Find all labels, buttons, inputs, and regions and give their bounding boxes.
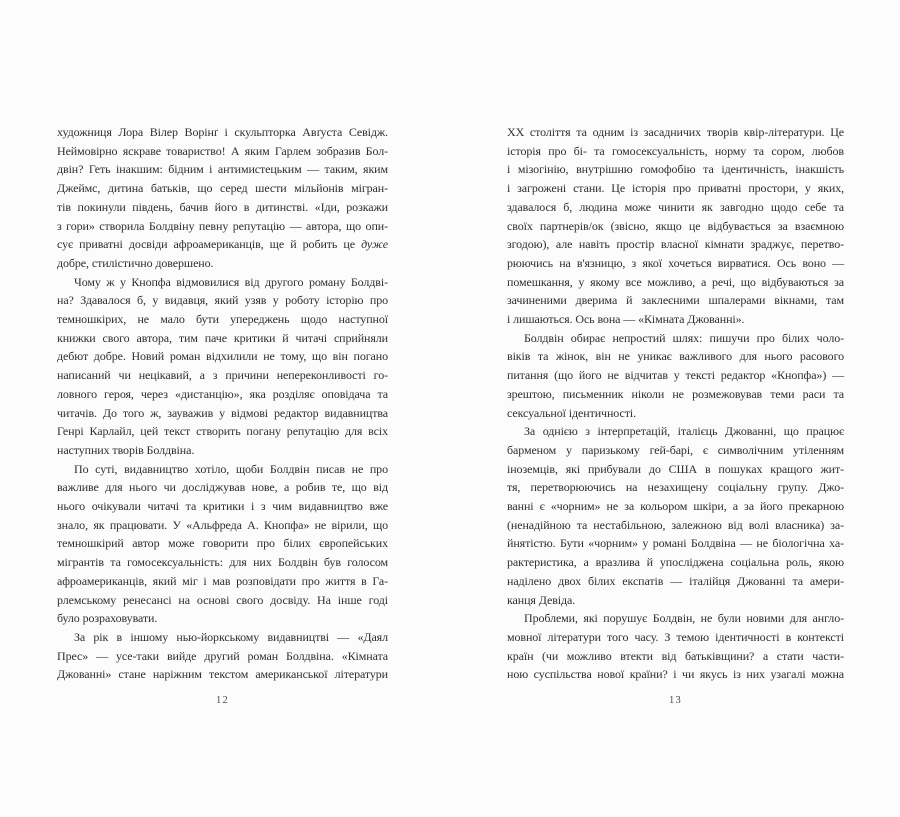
text-line: добре, стилістично довершено. (57, 255, 214, 270)
text-line: темношкірих, не мало бути упереджень щодо наступної (57, 312, 388, 327)
text-line: Чому ж у Кнопфа відмовилися від другого роману Болдві- (74, 274, 388, 289)
paragraph (507, 609, 844, 684)
text-line: згодою), але навіть простір власної кімнати зраджує, перетво- (507, 237, 844, 252)
text-line: афроамериканців, який міг і мав розповідати про життя в Га- (57, 573, 388, 588)
page-left-text (57, 123, 388, 684)
text-line: рактеристика, а вразлива й упосліджена соціальна роль, якою (507, 555, 844, 570)
text-line: на? Здавалося б, у видавця, який узяв у роботу історію про (57, 293, 388, 308)
text-line: Прес» — усе-таки вийде другий роман Болдвіна. «Кімната (57, 648, 388, 663)
text-line: нього очікували читачі та критики і з чим видавництво вже (57, 499, 388, 514)
text-line: темношкірий автор може говорити про білих європейських (57, 536, 388, 551)
text-line: По суті, видавництво хотіло, щоби Болдвін писав не про (74, 461, 388, 476)
text-line: ванні є «чорним» не за кольором шкіри, а за його прекарною (507, 499, 844, 514)
text-line: історія про бі- та гомосексуальність, норму та сором, любов (507, 143, 844, 158)
text-line: наступних творів Болдвіна. (57, 442, 195, 457)
text-line: Джованні» стане наріжним текстом американської літератури (57, 667, 388, 682)
paragraph (57, 123, 388, 273)
text-line: рюючись на в'язницю, з якої хочеться вирватися. Ось воно — (507, 255, 844, 270)
paragraph (507, 422, 844, 609)
text: сує приватні досвіди афроамериканців, ще й робить це (57, 237, 362, 252)
text-line: канця Девіда. (507, 592, 576, 607)
page-number-left: 12 (216, 695, 229, 706)
text-line: сексуальної ідентичності. (507, 405, 637, 420)
text-line: наділено двох білих експатів — італійця Джованні та амери- (507, 573, 844, 588)
text-line: мовної літератури того часу. З темою ідентичності в контексті (507, 629, 844, 644)
text-line: знало, як працювати. У «Альфреда А. Кнопфа» не вірили, що (57, 517, 388, 532)
text-line: віків та жінок, він не уникає важливого для нього расового (507, 349, 844, 364)
text-line: було розраховувати. (57, 611, 158, 626)
text-line: країн (чи можливо втекти від батьківщини? а стати части- (507, 648, 844, 663)
text-line: своїх партнерів/ок (звісно, якщо це відбувається за взаємною (507, 218, 844, 233)
text-line: Неймовірно яскраве товариство! А яким Гарлем зобразив Бол- (57, 143, 388, 158)
paragraph (57, 628, 388, 684)
text-line: (ненадійною та нестабільною, залежною від волі власника) за- (507, 517, 844, 532)
text-line (57, 235, 388, 254)
text-line: з гори» створила Болдвіну певну репутацію — автора, що опи- (57, 218, 388, 233)
text-line: ною суспільства нової країни? і чи якусь із них узагалі можна (507, 667, 844, 682)
text-line: і лишаються. Ось вона — «Кімната Джованні». (507, 312, 745, 327)
text-line: іноземців, які прибували до США в пошуках кращого жит- (507, 461, 844, 476)
text-line: мігрантів та гомосексуальність: для них Болдвін був голосом (57, 555, 388, 570)
text-line: Генрі Карлайл, цей текст створить погану репутацію для всіх (57, 424, 388, 439)
text-line: двін? Геть інакшим: бідним і антимистецьким — таким, яким (57, 162, 388, 177)
text-line: помешкання, у якому все можливо, а речі, що відбуваються за (507, 274, 844, 289)
text-line: йнятістю. Бути «чорним» у романі Болдвіна — не біологічна ха- (507, 536, 844, 551)
text-line: Джеймс, дитина батьків, що серед шести мільйонів мігран- (57, 181, 388, 196)
text-line: зачиненими дверима й заклеєними шпалерами вікнами, там (507, 293, 844, 308)
text-line: ловного героя, через «дистанцію», яка розділяє оповідача та (57, 386, 388, 401)
text-line: і загрожені стани. Це історія про приватні простори, у яких, (507, 181, 844, 196)
paragraph (57, 273, 388, 460)
text-line: дебют добре. Новий роман відхилили не тому, що він погано (57, 349, 388, 364)
page-right-text (507, 123, 844, 684)
text-line: написаний чи нецікавий, а з причини непереконливості го- (57, 368, 388, 383)
text-line: За рік в іншому нью-йоркському видавництві — «Даял (74, 629, 388, 644)
text-line: Болдвін обирає непростий шлях: пишучи про білих чоло- (524, 330, 844, 345)
paragraph (57, 460, 388, 628)
text-line: Проблеми, які порушує Болдвін, не були новими для англо- (524, 611, 844, 626)
text-line: читачів. До того ж, зауважив у відмові редактор видавництва (57, 405, 388, 420)
text-line: і мізогінію, внутрішню гомофобію та ідентичність, інакшість (507, 162, 844, 177)
text-line: зрештою, письменник ніколи не розмежовував теми раси та (507, 386, 844, 401)
text-line: тя, перетворюючись на незахищену соціальну групу. Джо- (507, 480, 844, 495)
page-number-right: 13 (669, 695, 682, 706)
italic-text: дуже (361, 237, 388, 252)
text-line: питання (що його не відчитав у тексті редактор «Кнопфа») — (507, 368, 844, 383)
text-line: За однією з інтерпретацій, італієць Джованні, що працює (524, 424, 844, 439)
text-line: здавалося б, людина може чинити як завгодно щодо себе та (507, 199, 844, 214)
text-line: ХХ століття та одним із засадничих творів квір-літератури. Це (507, 125, 844, 139)
paragraph (507, 329, 844, 423)
text-line: тів покинули південь, бачив його в дитинстві. «Іди, розкажи (57, 199, 388, 214)
text-line: барменом у паризькому гей-барі, є символічним утіленням (507, 442, 844, 457)
text-line: важливе для нього чи досліджував нове, а робив те, що від (57, 480, 388, 495)
text-line: книжки свого автора, тим паче критики й читачі сприйняли (57, 330, 388, 345)
paragraph (507, 123, 844, 329)
text-line: художниця Лора Вілер Ворінґ і скульпторка Авґуста Севідж. (57, 125, 388, 139)
text-line: рлемському ренесансі на основі свого досвіду. На інше годі (57, 592, 388, 607)
